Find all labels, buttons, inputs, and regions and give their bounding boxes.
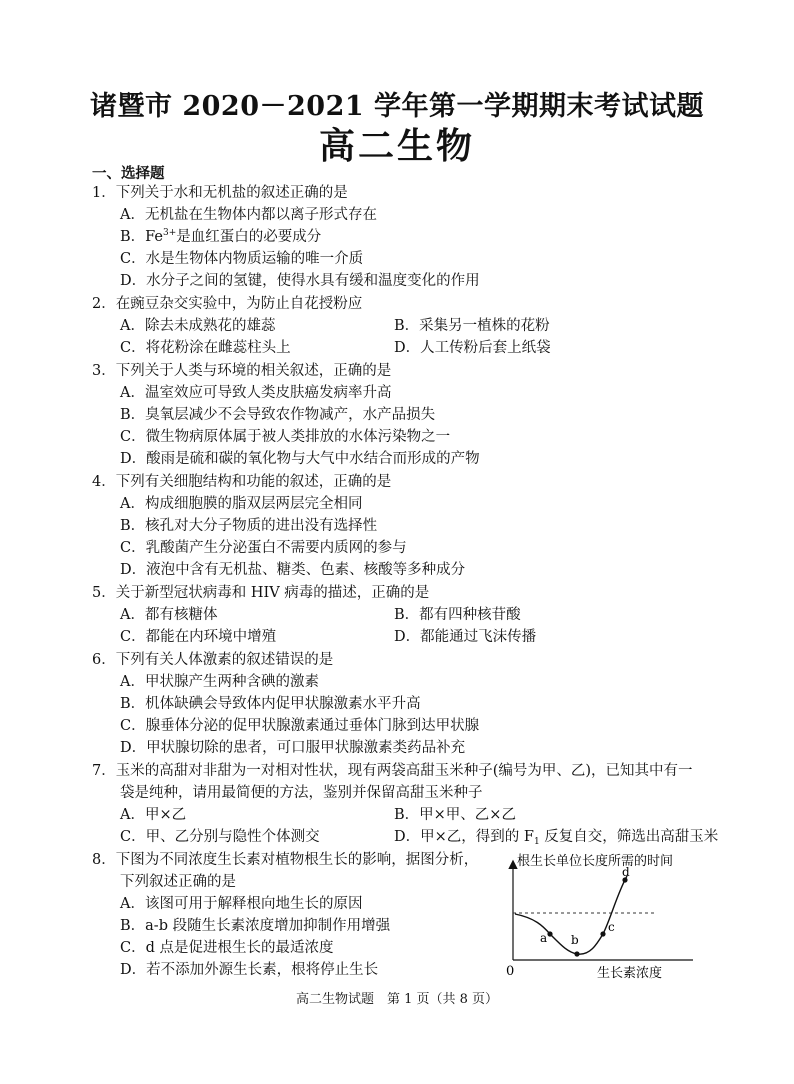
question-7-stem-continued: 袋是纯种，请用最简便的方法，鉴别并保留高甜玉米种子 xyxy=(120,785,483,801)
question-5-stem: 5．关于新型冠状病毒和 HIV 病毒的描述，正确的是 xyxy=(92,585,430,601)
question-5-option-c: C．都能在内环境中增殖 xyxy=(120,629,277,645)
question-5-option-a: A．都有核糖体 xyxy=(120,607,218,623)
question-8-option-c: C．d 点是促进根生长的最适浓度 xyxy=(120,940,334,956)
question-4-stem: 4．下列有关细胞结构和功能的叙述，正确的是 xyxy=(92,474,392,490)
question-7-option-c: C．甲、乙分别与隐性个体测交 xyxy=(120,829,320,845)
question-2-option-b: B．采集另一植株的花粉 xyxy=(394,318,550,334)
question-8-stem: 8．下图为不同浓度生长素对植物根生长的影响，据图分析， xyxy=(92,852,479,868)
question-8-option-d: D．若不添加外源生长素，根将停止生长 xyxy=(120,962,379,978)
question-2-option-d: D．人工传粉后套上纸袋 xyxy=(394,340,551,356)
point-c-marker xyxy=(600,931,605,936)
question-1-option-a: A．无机盐在生物体内都以离子形式存在 xyxy=(120,207,377,223)
question-8-stem-continued: 下列叙述正确的是 xyxy=(120,874,236,890)
question-2-option-c: C．将花粉涂在雌蕊柱头上 xyxy=(120,340,291,356)
question-7-option-b: B．甲×甲、乙×乙 xyxy=(394,807,516,823)
point-b-label: b xyxy=(571,933,579,947)
page-footer: 高二生物试题 第 1 页（共 8 页） xyxy=(295,992,499,1007)
section-heading: 一、选择题 xyxy=(92,166,165,182)
point-c-label: c xyxy=(608,920,615,934)
question-8-option-a: A．该图可用于解释根向地生长的原因 xyxy=(120,896,363,912)
question-6-stem: 6．下列有关人体激素的叙述错误的是 xyxy=(92,652,334,668)
question-3-option-d: D．酸雨是硫和碳的氧化物与大气中水结合而形成的产物 xyxy=(120,451,480,467)
point-b-marker xyxy=(574,951,579,956)
question-4-option-a: A．构成细胞膜的脂双层两层完全相同 xyxy=(120,496,363,512)
point-a-label: a xyxy=(540,931,548,945)
question-6-option-a: A．甲状腺产生两种含碘的激素 xyxy=(120,674,319,690)
point-a-marker xyxy=(547,931,552,936)
question-1-option-d: D．水分子之间的氢键，使得水具有缓和温度变化的作用 xyxy=(120,273,480,289)
origin-label: 0 xyxy=(506,964,515,979)
question-7-option-d: D．甲×乙，得到的 $F_1$ 反复自交，筛选出高甜玉米 xyxy=(394,829,719,847)
question-3-option-b: B．臭氧层减少不会导致农作物减产，水产品损失 xyxy=(120,407,436,423)
question-7-option-a: A．甲×乙 xyxy=(120,807,187,823)
question-5-option-d: D．都能通过飞沫传播 xyxy=(394,629,537,645)
question-1-option-b: B．$Fe^{3+}$是血红蛋白的必要成分 xyxy=(120,228,322,245)
question-7-stem: 7．玉米的高甜对非甜为一对相对性状，现有两袋高甜玉米种子(编号为甲、乙)，已知其中有一 xyxy=(92,763,693,779)
question-5-option-b: B．都有四种核苷酸 xyxy=(394,607,521,623)
auxin-root-growth-figure xyxy=(495,848,705,983)
question-4-option-d: D．液泡中含有无机盐、糖类、色素、核酸等多种成分 xyxy=(120,562,466,578)
subject-title: 高二生物 xyxy=(318,125,475,167)
question-6-option-d: D．甲状腺切除的患者，可口服甲状腺激素类药品补充 xyxy=(120,740,466,756)
x-axis-label: 生长素浓度 xyxy=(597,966,663,981)
question-6-option-c: C．腺垂体分泌的促甲状腺激素通过垂体门脉到达甲状腺 xyxy=(120,718,480,734)
y-axis-label: 根生长单位长度所需的时间 xyxy=(517,854,674,869)
question-8-option-b: B．a-b 段随生长素浓度增加抑制作用增强 xyxy=(120,918,391,934)
point-d-label: d xyxy=(622,865,630,879)
question-4-option-b: B．核孔对大分子物质的进出没有选择性 xyxy=(120,518,378,534)
question-4-option-c: C．乳酸菌产生分泌蛋白不需要内质网的参与 xyxy=(120,540,407,556)
exam-title: 诸暨市 2020－2021 学年第一学期期末考试试题 xyxy=(89,91,705,122)
question-3-option-c: C．微生物病原体属于被人类排放的水体污染物之一 xyxy=(120,429,451,445)
question-2-stem: 2．在豌豆杂交实验中，为防止自花授粉应 xyxy=(92,296,363,312)
question-2-option-a: A．除去未成熟花的雄蕊 xyxy=(120,318,276,334)
question-1-option-c: C．水是生物体内物质运输的唯一介质 xyxy=(120,251,364,267)
question-1-stem: 1．下列关于水和无机盐的叙述正确的是 xyxy=(92,185,348,201)
question-6-option-b: B．机体缺碘会导致体内促甲状腺激素水平升高 xyxy=(120,696,421,712)
question-3-stem: 3．下列关于人类与环境的相关叙述，正确的是 xyxy=(92,363,392,379)
question-3-option-a: A．温室效应可导致人类皮肤癌发病率升高 xyxy=(120,385,392,401)
